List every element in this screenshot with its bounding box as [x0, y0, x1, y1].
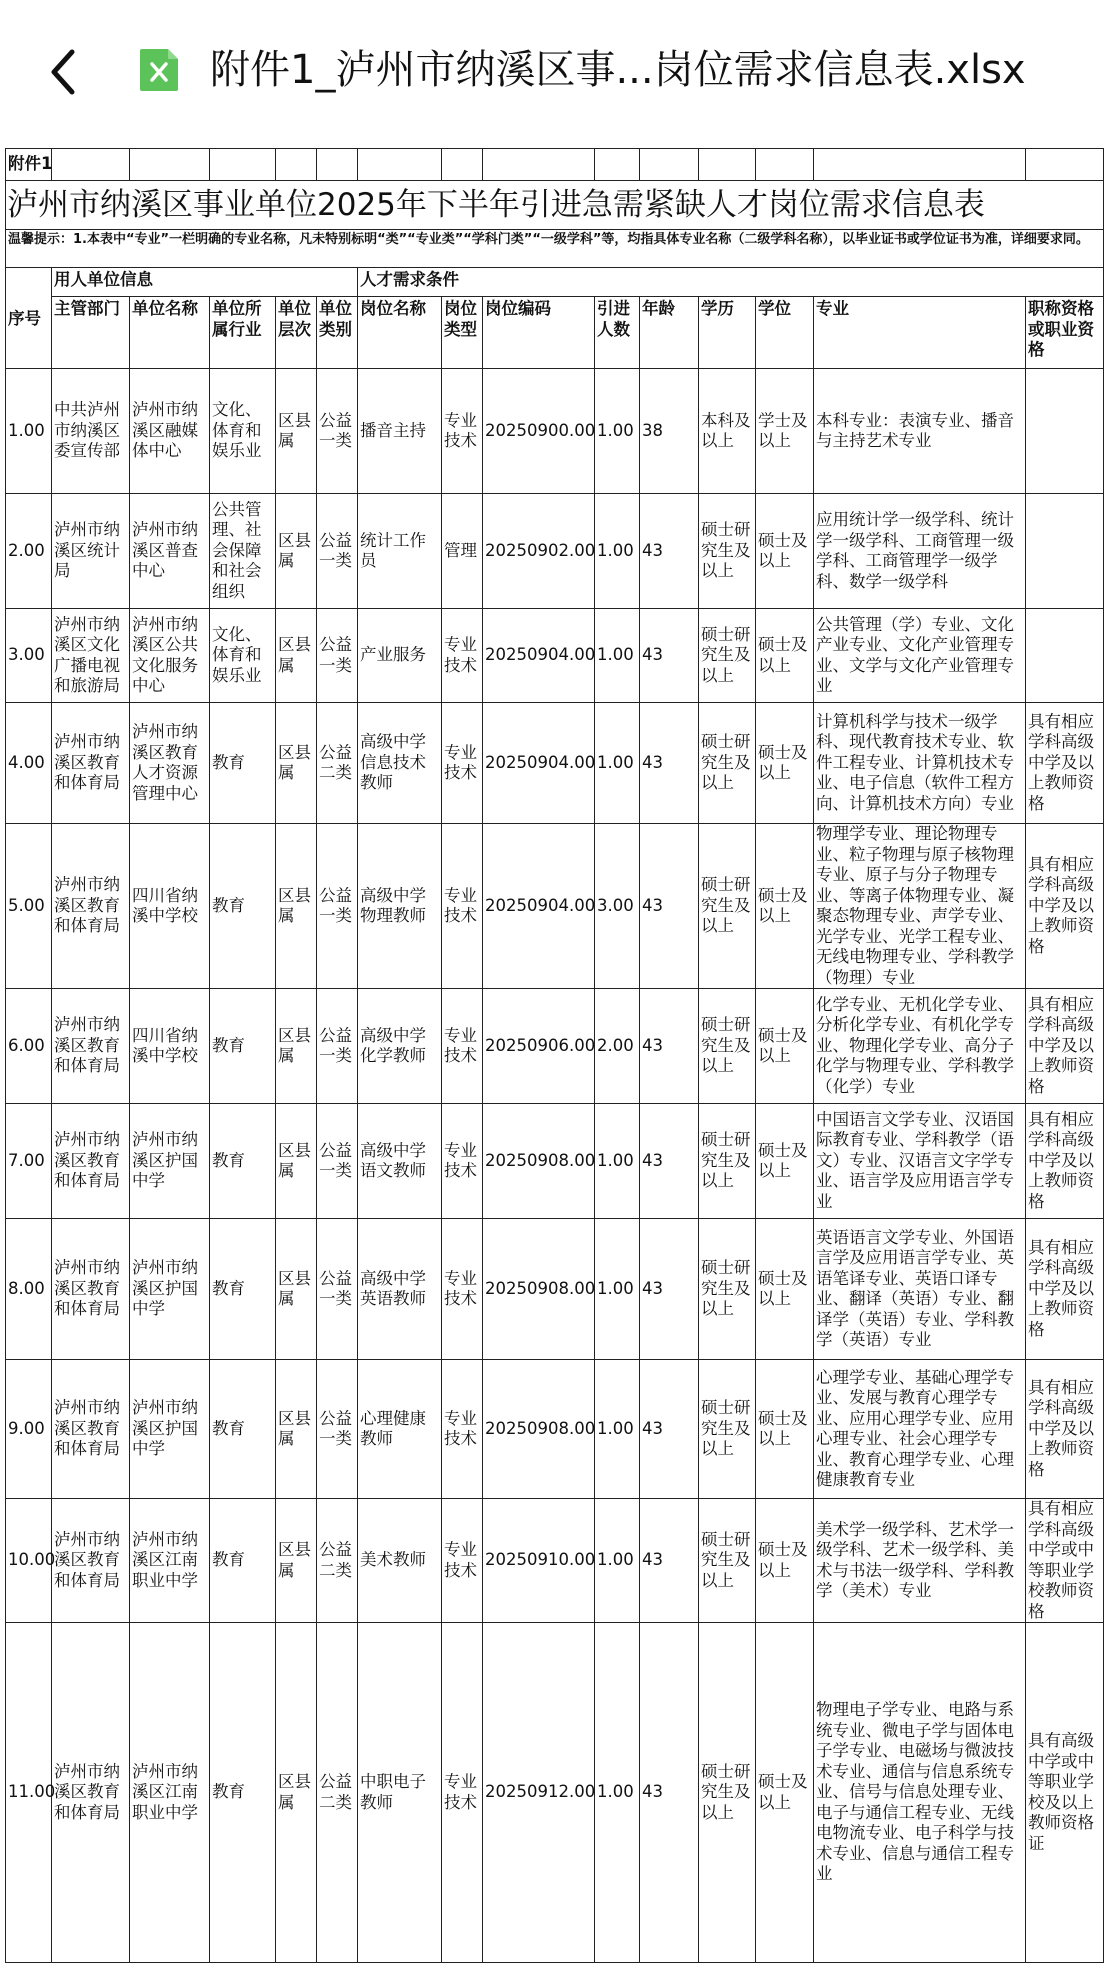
cell-industry[interactable]: 公共管理、社会保障和社会组织 [210, 494, 276, 609]
header-ptype[interactable]: 岗位类型 [442, 297, 483, 369]
excel-file-icon [138, 47, 180, 93]
cell-category[interactable]: 公益一类 [317, 824, 358, 989]
cell-unit[interactable]: 四川省纳溪中学校 [130, 989, 210, 1104]
cell-industry[interactable]: 教育 [210, 824, 276, 989]
cell-level[interactable]: 区县属 [276, 1623, 317, 1963]
column-header-row [6, 297, 1104, 369]
cell-level[interactable]: 区县属 [276, 1499, 317, 1623]
cell-count[interactable]: 1.00 [595, 1104, 640, 1219]
cell-age[interactable]: 43 [640, 494, 699, 609]
cell-code[interactable]: 20250908.00 [483, 1360, 595, 1499]
header-level[interactable]: 单位层次 [276, 297, 317, 369]
table-row [6, 609, 1104, 703]
cell-index[interactable]: 2.00 [6, 494, 52, 609]
cell-major[interactable]: 物理电子学专业、电路与系统专业、微电子学与固体电子学专业、电磁场与微波技术专业、通信与信息系统专业、信号与信息处理专业、电子与通信工程专业、无线电物流专业、电子科学与技术专业、信息与通信工程专业 [814, 1623, 1026, 1963]
group-header-row [6, 268, 1104, 297]
cell-degree[interactable]: 硕士及以上 [756, 989, 814, 1104]
cell-code[interactable]: 20250908.00 [483, 1104, 595, 1219]
tip-row [6, 230, 1104, 268]
cell-count[interactable]: 1.00 [595, 609, 640, 703]
cell-unit[interactable]: 泸州市纳溪区融媒体中心 [130, 369, 210, 494]
tip-text[interactable]: 温馨提示：1.本表中“专业”一栏明确的专业名称，凡未特别标明“类”“专业类”“学科门类”“一级学科”等，均指具体专业名称（二级学科名称），以毕业证书或学位证书为准，详细要求同。 [6, 230, 1104, 268]
cell-level[interactable]: 区县属 [276, 703, 317, 824]
cell-ptype[interactable]: 专业技术 [442, 989, 483, 1104]
cell-count[interactable]: 1.00 [595, 494, 640, 609]
header-count[interactable]: 引进人数 [595, 297, 640, 369]
cell-unit[interactable]: 泸州市纳溪区江南职业中学 [130, 1499, 210, 1623]
group-employer-header[interactable]: 用人单位信息 [52, 268, 358, 297]
cell-count[interactable]: 3.00 [595, 824, 640, 989]
cell-dept[interactable]: 泸州市纳溪区文化广播电视和旅游局 [52, 609, 130, 703]
cell-major[interactable]: 公共管理（学）专业、文化产业专业、文化产业管理专业、文学与文化产业管理专业 [814, 609, 1026, 703]
cell-unit[interactable]: 泸州市纳溪区教育人才资源管理中心 [130, 703, 210, 824]
cell-ptype[interactable]: 专业技术 [442, 703, 483, 824]
cell-category[interactable]: 公益一类 [317, 609, 358, 703]
cell-major[interactable]: 本科专业：表演专业、播音与主持艺术专业 [814, 369, 1026, 494]
cell-degree[interactable]: 硕士及以上 [756, 824, 814, 989]
cell-count[interactable]: 1.00 [595, 703, 640, 824]
cell-dept[interactable]: 泸州市纳溪区教育和体育局 [52, 1219, 130, 1360]
group-requirements-header[interactable]: 人才需求条件 [358, 268, 1104, 297]
cell-category[interactable]: 公益二类 [317, 703, 358, 824]
cell-count[interactable]: 1.00 [595, 1360, 640, 1499]
cell-industry[interactable]: 教育 [210, 1623, 276, 1963]
table-row [6, 1219, 1104, 1360]
cell-code[interactable]: 20250904.00 [483, 609, 595, 703]
cell-dept[interactable]: 泸州市纳溪区统计局 [52, 494, 130, 609]
cell-index[interactable]: 5.00 [6, 824, 52, 989]
cell-category[interactable]: 公益一类 [317, 989, 358, 1104]
cell-dept[interactable]: 中共泸州市纳溪区委宣传部 [52, 369, 130, 494]
cell-age[interactable]: 43 [640, 609, 699, 703]
cell-degree[interactable]: 硕士及以上 [756, 703, 814, 824]
cell-ptype[interactable]: 管理 [442, 494, 483, 609]
cell-age[interactable]: 43 [640, 1360, 699, 1499]
header-category[interactable]: 单位类别 [317, 297, 358, 369]
cell-category[interactable]: 公益一类 [317, 494, 358, 609]
cell-position[interactable]: 高级中学化学教师 [358, 989, 442, 1104]
cell-industry[interactable]: 文化、体育和娱乐业 [210, 369, 276, 494]
cell-edu[interactable]: 硕士研究生及以上 [699, 1104, 756, 1219]
table-row [6, 369, 1104, 494]
cell-category[interactable]: 公益一类 [317, 369, 358, 494]
cell-level[interactable]: 区县属 [276, 1219, 317, 1360]
attachment-label[interactable]: 附件1 [6, 149, 52, 181]
cell-code[interactable]: 20250912.00 [483, 1623, 595, 1963]
cell-position[interactable]: 高级中学语文教师 [358, 1104, 442, 1219]
cell-age[interactable]: 43 [640, 1219, 699, 1360]
cell-edu[interactable]: 硕士研究生及以上 [699, 1219, 756, 1360]
cell-index[interactable]: 8.00 [6, 1219, 52, 1360]
cell-level[interactable]: 区县属 [276, 369, 317, 494]
cell-major[interactable]: 应用统计学一级学科、统计学一级学科、工商管理一级学科、工商管理学一级学科、数学一级学科 [814, 494, 1026, 609]
cell-major[interactable]: 心理学专业、基础心理学专业、发展与教育心理学专业、应用心理学专业、应用心理专业、社会心理学专业、教育心理学专业、心理健康教育专业 [814, 1360, 1026, 1499]
cell-level[interactable]: 区县属 [276, 494, 317, 609]
table-row [6, 1499, 1104, 1623]
cell-title[interactable]: 具有相应学科高级中学及以上教师资格 [1026, 703, 1104, 824]
cell-level[interactable]: 区县属 [276, 824, 317, 989]
header-industry[interactable]: 单位所属行业 [210, 297, 276, 369]
cell-degree[interactable]: 硕士及以上 [756, 1499, 814, 1623]
sheet-heading[interactable]: 泸州市纳溪区事业单位2025年下半年引进急需紧缺人才岗位需求信息表 [6, 181, 1104, 230]
cell-count[interactable]: 1.00 [595, 1623, 640, 1963]
cell-major[interactable]: 物理学专业、理论物理专业、粒子物理与原子核物理专业、原子与分子物理专业、等离子体物理专业、凝聚态物理专业、声学专业、光学专业、光学工程专业、无线电物理专业、学科教学（物理）专业 [814, 824, 1026, 989]
cell-edu[interactable]: 硕士研究生及以上 [699, 609, 756, 703]
cell-age[interactable]: 43 [640, 989, 699, 1104]
cell-category[interactable]: 公益二类 [317, 1623, 358, 1963]
cell-edu[interactable]: 硕士研究生及以上 [699, 824, 756, 989]
cell-count[interactable]: 1.00 [595, 1219, 640, 1360]
cell-dept[interactable]: 泸州市纳溪区教育和体育局 [52, 703, 130, 824]
cell-position[interactable]: 高级中学英语教师 [358, 1219, 442, 1360]
cell-title[interactable] [1026, 369, 1104, 494]
cell-index[interactable]: 7.00 [6, 1104, 52, 1219]
cell-ptype[interactable]: 专业技术 [442, 369, 483, 494]
cell-edu[interactable]: 硕士研究生及以上 [699, 494, 756, 609]
cell-title[interactable]: 具有高级中学或中等职业学校及以上教师资格证 [1026, 1623, 1104, 1963]
cell-position[interactable]: 美术教师 [358, 1499, 442, 1623]
cell-index[interactable]: 3.00 [6, 609, 52, 703]
cell-degree[interactable]: 硕士及以上 [756, 1219, 814, 1360]
cell-index[interactable]: 4.00 [6, 703, 52, 824]
cell-unit[interactable]: 泸州市纳溪区江南职业中学 [130, 1623, 210, 1963]
cell-industry[interactable]: 教育 [210, 1219, 276, 1360]
header-dept[interactable]: 主管部门 [52, 297, 130, 369]
cell-edu[interactable]: 硕士研究生及以上 [699, 1623, 756, 1963]
table-row [6, 824, 1104, 989]
cell-position[interactable]: 心理健康教师 [358, 1360, 442, 1499]
cell-category[interactable]: 公益二类 [317, 1499, 358, 1623]
cell-degree[interactable]: 硕士及以上 [756, 609, 814, 703]
cell-index[interactable]: 6.00 [6, 989, 52, 1104]
cell-degree[interactable]: 硕士及以上 [756, 1623, 814, 1963]
cell-title[interactable]: 具有相应学科高级中学及以上教师资格 [1026, 1104, 1104, 1219]
cell-count[interactable]: 2.00 [595, 989, 640, 1104]
cell-edu[interactable]: 硕士研究生及以上 [699, 989, 756, 1104]
chevron-left-icon[interactable] [44, 44, 84, 100]
cell-edu[interactable]: 本科及以上 [699, 369, 756, 494]
cell-degree[interactable]: 硕士及以上 [756, 1360, 814, 1499]
table-row [6, 1104, 1104, 1219]
cell-major[interactable]: 英语语言文学专业、外国语言学及应用语言学专业、英语笔译专业、英语口译专业、翻译（英语）专业、翻译学（英语）专业、学科教学（英语）专业 [814, 1219, 1026, 1360]
cell-industry[interactable]: 教育 [210, 989, 276, 1104]
cell-ptype[interactable]: 专业技术 [442, 1104, 483, 1219]
cell-category[interactable]: 公益一类 [317, 1104, 358, 1219]
cell-position[interactable]: 产业服务 [358, 609, 442, 703]
cell-age[interactable]: 43 [640, 703, 699, 824]
cell-unit[interactable]: 泸州市纳溪区护国中学 [130, 1104, 210, 1219]
cell-title[interactable]: 具有相应学科高级中学及以上教师资格 [1026, 1219, 1104, 1360]
table-row [6, 989, 1104, 1104]
cell-title[interactable]: 具有相应学科高级中学及以上教师资格 [1026, 989, 1104, 1104]
cell-title[interactable] [1026, 494, 1104, 609]
cell-code[interactable]: 20250908.00 [483, 1219, 595, 1360]
cell-title[interactable] [1026, 609, 1104, 703]
cell-level[interactable]: 区县属 [276, 989, 317, 1104]
app-header [0, 0, 1080, 140]
table-row [6, 1623, 1104, 1963]
cell-age[interactable]: 43 [640, 1499, 699, 1623]
cell-major[interactable]: 美术学一级学科、艺术学一级学科、艺术一级学科、美术与书法一级学科、学科教学（美术）专业 [814, 1499, 1026, 1623]
cell-unit[interactable]: 四川省纳溪中学校 [130, 824, 210, 989]
cell-industry[interactable]: 教育 [210, 703, 276, 824]
cell-code[interactable]: 20250904.00 [483, 824, 595, 989]
cell-ptype[interactable]: 专业技术 [442, 609, 483, 703]
cell-position[interactable]: 播音主持 [358, 369, 442, 494]
cell-category[interactable]: 公益一类 [317, 1219, 358, 1360]
table-row [6, 703, 1104, 824]
cell-code[interactable]: 20250904.00 [483, 703, 595, 824]
header-code[interactable]: 岗位编码 [483, 297, 595, 369]
cell-code[interactable]: 20250906.00 [483, 989, 595, 1104]
header-degree[interactable]: 学位 [756, 297, 814, 369]
heading-row [6, 181, 1104, 230]
cell-degree[interactable]: 硕士及以上 [756, 494, 814, 609]
cell-ptype[interactable]: 专业技术 [442, 1623, 483, 1963]
table-row [6, 494, 1104, 609]
cell-unit[interactable]: 泸州市纳溪区护国中学 [130, 1360, 210, 1499]
cell-ptype[interactable]: 专业技术 [442, 824, 483, 989]
cell-industry[interactable]: 教育 [210, 1360, 276, 1499]
cell-position[interactable]: 高级中学物理教师 [358, 824, 442, 989]
cell-dept[interactable]: 泸州市纳溪区教育和体育局 [52, 1104, 130, 1219]
header-position[interactable]: 岗位名称 [358, 297, 442, 369]
cell-unit[interactable]: 泸州市纳溪区公共文化服务中心 [130, 609, 210, 703]
cell-major[interactable]: 中国语言文学专业、汉语国际教育专业、学科教学（语文）专业、汉语言文字学专业、语言学及应用语言学专业 [814, 1104, 1026, 1219]
cell-age[interactable]: 43 [640, 1623, 699, 1963]
cell-ptype[interactable]: 专业技术 [442, 1360, 483, 1499]
cell-unit[interactable]: 泸州市纳溪区护国中学 [130, 1219, 210, 1360]
header-title[interactable]: 职称资格或职业资格 [1026, 297, 1104, 369]
cell-industry[interactable]: 教育 [210, 1104, 276, 1219]
cell-code[interactable]: 20250900.00 [483, 369, 595, 494]
cell-index[interactable]: 9.00 [6, 1360, 52, 1499]
cell-code[interactable]: 20250910.00 [483, 1499, 595, 1623]
cell-index[interactable]: 1.00 [6, 369, 52, 494]
cell-dept[interactable]: 泸州市纳溪区教育和体育局 [52, 1499, 130, 1623]
cell-age[interactable]: 43 [640, 824, 699, 989]
header-unit[interactable]: 单位名称 [130, 297, 210, 369]
cell-position[interactable]: 高级中学信息技术教师 [358, 703, 442, 824]
cell-major[interactable]: 计算机科学与技术一级学科、现代教育技术专业、软件工程专业、计算机技术专业、电子信息（软件工程方向、计算机技术方向）专业 [814, 703, 1026, 824]
header-age[interactable]: 年龄 [640, 297, 699, 369]
cell-dept[interactable]: 泸州市纳溪区教育和体育局 [52, 989, 130, 1104]
cell-position[interactable]: 统计工作员 [358, 494, 442, 609]
cell-count[interactable]: 1.00 [595, 1499, 640, 1623]
header-major[interactable]: 专业 [814, 297, 1026, 369]
cell-edu[interactable]: 硕士研究生及以上 [699, 1499, 756, 1623]
document-title: 附件1_泸州市纳溪区事...岗位需求信息表.xlsx [210, 47, 1026, 93]
cell-title[interactable]: 具有相应学科高级中学及以上教师资格 [1026, 1360, 1104, 1499]
spreadsheet-view[interactable] [5, 148, 1094, 1976]
header-index[interactable]: 序号 [6, 268, 52, 369]
cell-major[interactable]: 化学专业、无机化学专业、分析化学专业、有机化学专业、物理化学专业、高分子化学与物理专业、学科教学（化学）专业 [814, 989, 1026, 1104]
table-row [6, 1360, 1104, 1499]
cell-index[interactable]: 10.00 [6, 1499, 52, 1623]
cell-dept[interactable]: 泸州市纳溪区教育和体育局 [52, 1360, 130, 1499]
cell-edu[interactable]: 硕士研究生及以上 [699, 1360, 756, 1499]
cell-edu[interactable]: 硕士研究生及以上 [699, 703, 756, 824]
cell-ptype[interactable]: 专业技术 [442, 1499, 483, 1623]
cell-age[interactable]: 43 [640, 1104, 699, 1219]
cell-dept[interactable]: 泸州市纳溪区教育和体育局 [52, 824, 130, 989]
cell-ptype[interactable]: 专业技术 [442, 1219, 483, 1360]
cell-index[interactable]: 11.00 [6, 1623, 52, 1963]
cell-level[interactable]: 区县属 [276, 609, 317, 703]
attachment-row [6, 149, 1104, 181]
spreadsheet-table [5, 148, 1104, 1963]
header-edu[interactable]: 学历 [699, 297, 756, 369]
cell-position[interactable]: 中职电子教师 [358, 1623, 442, 1963]
cell-code[interactable]: 20250902.00 [483, 494, 595, 609]
cell-degree[interactable]: 硕士及以上 [756, 1104, 814, 1219]
cell-category[interactable]: 公益一类 [317, 1360, 358, 1499]
cell-unit[interactable]: 泸州市纳溪区普查中心 [130, 494, 210, 609]
cell-title[interactable]: 具有相应学科高级中学及以上教师资格 [1026, 824, 1104, 989]
cell-degree[interactable]: 学士及以上 [756, 369, 814, 494]
cell-industry[interactable]: 文化、体育和娱乐业 [210, 609, 276, 703]
cell-industry[interactable]: 教育 [210, 1499, 276, 1623]
cell-level[interactable]: 区县属 [276, 1360, 317, 1499]
cell-level[interactable]: 区县属 [276, 1104, 317, 1219]
cell-title[interactable]: 具有相应学科高级中学或中等职业学校教师资格 [1026, 1499, 1104, 1623]
cell-age[interactable]: 38 [640, 369, 699, 494]
cell-dept[interactable]: 泸州市纳溪区教育和体育局 [52, 1623, 130, 1963]
cell-count[interactable]: 1.00 [595, 369, 640, 494]
